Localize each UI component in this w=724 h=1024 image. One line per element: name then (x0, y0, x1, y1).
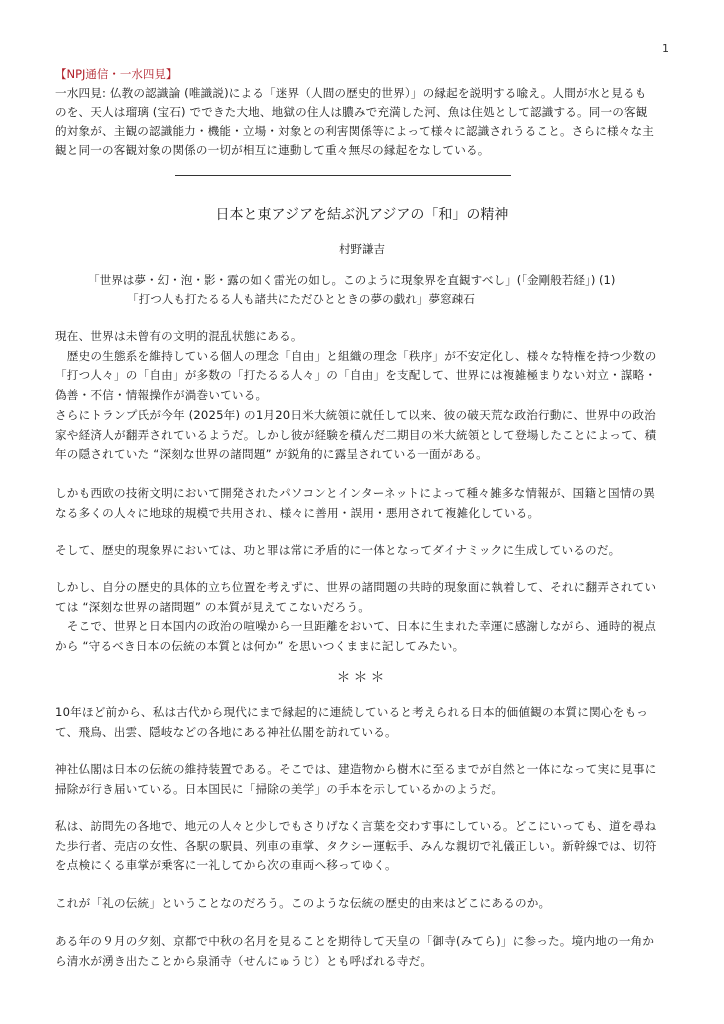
divider-rule (175, 175, 511, 176)
body-line: て、飛鳥、出雲、隠岐などの各地にある神社仏閣を訪れている。 (55, 724, 397, 739)
lead-line: 的対象が、主観の認識能力・機能・立場・対象との利害関係等によって様々に認識されうること。さらに様々な主 (55, 124, 654, 138)
body-line: しかも西欧の技術文明において開発されたパソコンとインターネットによって種々雑多な情報が、国籍と国情の異 (55, 486, 656, 500)
body-line: 偽善・不信・情報操作が渦巻いている。 (55, 387, 268, 402)
body-paragraph (55, 703, 675, 742)
body-line: そこで、世界と日本国内の政治の喧噪から一旦距離をおいて、日本に生まれた幸運に感謝しながら、通時的視点 (55, 619, 657, 633)
lead-line: のを、天人は瑠璃 (宝石) でできた大地、地獄の住人は膿みで充満した河、魚は住処として認識する。同一の客観 (55, 105, 648, 119)
body-line: ある年の９月の夕刻、京都で中秋の名月を見ることを期待して天皇の「御寺(みてら)」に参った。境内地の一角か (55, 934, 655, 948)
body-paragraph (55, 817, 675, 876)
lead-line: 観と同一の客観対象の関係の一切が相互に連動して重々無尽の縁起をなしている。 (55, 143, 490, 157)
body-line: 掃除が行き届いている。日本国民に「掃除の美学」の手本を示しているかのようだ。 (55, 781, 504, 796)
body-line: ては “深刻な世界の諸問題” の本質が見えてこないだろう。 (55, 599, 371, 614)
body-paragraph (55, 484, 675, 523)
page-number: 1 (662, 42, 669, 55)
body-line: 歴史の生態系を維持している個人の理念「自由」と組織の理念「秩序」が不安定化し、様々な特権を持つ少数の (55, 348, 657, 363)
body-line: さらにトランプ氏が今年 (2025年) の1月20日米大統領に就任して以来、彼の破天荒な政治行動に、世界中の政治 (55, 408, 656, 422)
body-line: 私は、訪問先の各地で、地元の人々と少しでもさりげなく言葉を交わす事にしている。どこにいっても、道を尋ね (55, 819, 657, 833)
body-line: しかし、自分の歴史的具体的立ち位置を考えずに、世界の諸問題の共時的現象面に執着して、それに翻弄されてい (55, 580, 657, 594)
body-line: そして、歴史的現象界においては、功と罪は常に矛盾的に一体となってダイナミックに生成しているのだ。 (55, 543, 621, 557)
body-paragraph (55, 932, 675, 971)
body-line: 現在、世界は未曾有の文明的混乱状態にある。 (55, 329, 303, 343)
body-line: た歩行者、売店の女性、各駅の駅員、列車の車掌、タクシー運転手、みんな親切で礼儀正しい。新幹線では、切符 (55, 838, 657, 853)
article-title: 日本と東アジアを結ぶ汎アジアの「和」の精神 (215, 207, 509, 223)
body-line: ら清水が湧き出たことから泉涌寺（せんにゅうじ）とも呼ばれる寺だ。 (55, 953, 433, 968)
body-line: なる多くの人々に地球的規模で共用され、様々に善用・誤用・悪用されて複雑化している。 (55, 505, 540, 520)
lead-line: 一水四見: 仏教の認識論 (唯識説)による「迷界（人間の歴史的世界）」の縁起を説明する喩え。人間が水と見るも (55, 86, 647, 100)
header-tag: 【NPJ通信・一水四見】 (55, 67, 178, 81)
body-line: を点検にくる車掌が乗客に一礼してから次の車両へ移ってゆく。 (55, 858, 397, 872)
author-name: 村野謙吉 (339, 242, 385, 256)
body-line: 神社仏閣は日本の伝統の維持装置である。そこでは、建造物から樹木に至るまでが自然と一体になって実に見事に (55, 762, 657, 776)
body-line: 「打つ人々」の「自由」が多数の「打たるる人々」の「自由」を支配して、世界には複雑極まりない対立・謀略・ (55, 368, 657, 382)
body-paragraph (55, 760, 675, 799)
body-line: から “守るべき日本の伝統の本質とは何か” を思いつくままに記してみたい。 (55, 638, 465, 653)
body-paragraph (55, 327, 675, 405)
body-paragraph (55, 578, 675, 656)
body-line: これが「礼の伝統」ということなのだろう。このような伝統の歴史的由来はどこにあるのか。 (55, 896, 551, 910)
body-line: 家や経済人が翻弄されているようだ。しかし彼が経験を積んだ二期目の米大統領として登場したことによって、積 (55, 427, 657, 442)
epigraph-1: 「世界は夢・幻・泡・影・露の如く雷光の如し。このように現象界を直観すべし」(「金剛般若経」) (1) (88, 273, 616, 287)
body-paragraph (55, 541, 675, 561)
body-line: 10年ほど前から、私は古代から現代にまで縁起的に連続していると考えられる日本的価値観の本質に関心をもっ (55, 705, 649, 719)
lead-paragraph (55, 84, 675, 160)
body-paragraph (55, 406, 675, 465)
section-separator: ＊＊＊ (336, 670, 388, 686)
body-line: 年の隠されていた “深刻な世界の諸問題” が鋭角的に露呈されている一面がある。 (55, 447, 488, 461)
epigraph-2: 「打つ人も打たるる人も諸共にただひとときの夢の戯れ」夢窓疎石 (127, 292, 475, 306)
body-paragraph (55, 894, 675, 914)
